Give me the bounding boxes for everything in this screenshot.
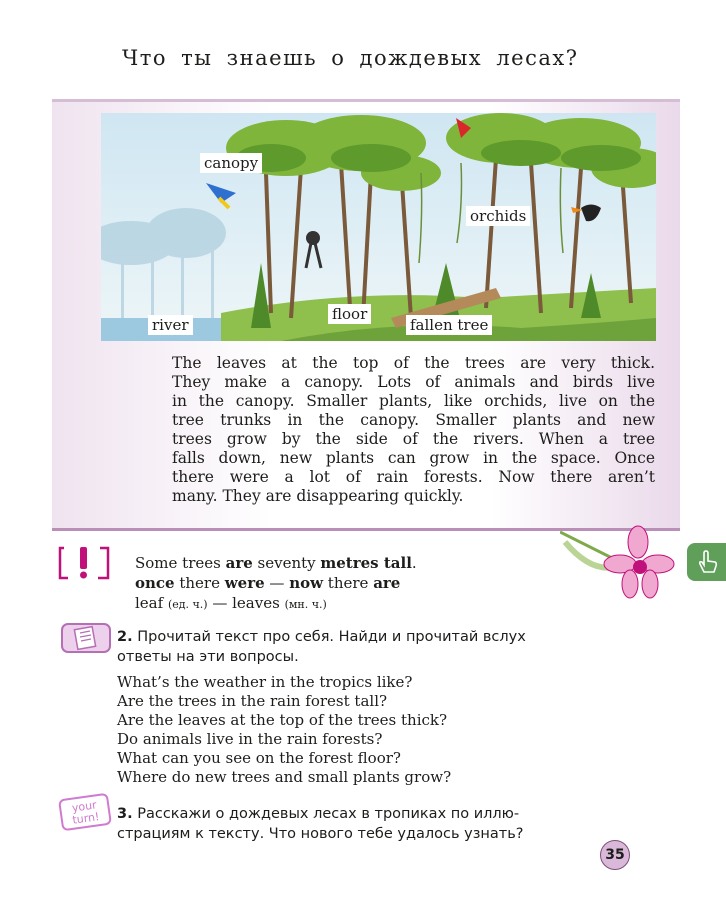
grammar-note: (мн. ч.) — [284, 598, 327, 611]
passage-line: trees grow by the side of the rivers. When a tree — [172, 430, 655, 448]
your-turn-badge — [58, 793, 112, 832]
passage-line: in the canopy. Smaller plants, like orchids, live on the — [172, 392, 655, 410]
task-3-line-2: страциям к тексту. Что нового тебе удалось узнать? — [117, 826, 524, 842]
grammar-text: — — [264, 574, 290, 592]
grammar-line-3 — [135, 593, 417, 615]
question-item: What’s the weather in the tropics like? — [117, 673, 413, 691]
grammar-bold: now — [289, 574, 324, 592]
grammar-line-1 — [135, 553, 417, 573]
task-2 — [117, 627, 526, 667]
hand-icon — [696, 550, 718, 574]
grammar-bold: once — [135, 574, 175, 592]
question-item: What can you see on the forest floor? — [117, 749, 401, 767]
label-orchids: orchids — [466, 206, 530, 226]
question-item: Are the leaves at the top of the trees thick? — [117, 711, 448, 729]
question-item: Are the trees in the rain forest tall? — [117, 692, 388, 710]
passage-line: tree trunks in the canopy. Smaller plants and new — [172, 411, 655, 429]
task-text: Расскажи о дождевых лесах в тропиках по иллю- — [137, 806, 520, 822]
task-3 — [117, 804, 523, 844]
your-turn-text: turn! — [71, 810, 101, 827]
passage-line: falls down, new plants can grow in the space. Once — [172, 449, 655, 467]
passage-line: They make a canopy. Lots of animals and birds live — [172, 373, 655, 391]
grammar-bold: are — [373, 574, 401, 592]
grammar-note: (ед. ч.) — [167, 598, 208, 611]
grammar-text: seventy — [252, 554, 321, 572]
question-item: Do animals live in the rain forests? — [117, 730, 383, 748]
page-number: 35 — [600, 840, 630, 870]
label-river: river — [148, 315, 193, 335]
orchid-icon — [560, 522, 680, 606]
question-list — [117, 673, 451, 787]
grammar-text: there — [323, 574, 374, 592]
task-2-line-2: ответы на эти вопросы. — [117, 649, 299, 665]
rainforest-illustration — [101, 113, 656, 341]
grammar-text: — leaves — [207, 594, 285, 612]
task-number: 2. — [117, 629, 133, 645]
passage-line: there were a lot of rain forests. Now there aren’t — [172, 468, 655, 486]
exclamation-icon — [58, 546, 110, 584]
rainforest-picture — [101, 113, 656, 341]
label-floor: floor — [328, 304, 371, 324]
grammar-box — [135, 553, 417, 615]
passage-line: many. They are disappearing quickly. — [172, 487, 464, 505]
page-title: Что ты знаешь о дождевых лесах? — [122, 46, 579, 70]
task-2-line-1 — [117, 627, 526, 647]
your-turn-text: your — [71, 798, 98, 815]
notebook-icon — [60, 622, 112, 658]
grammar-bold: are — [225, 554, 253, 572]
grammar-text: there — [174, 574, 225, 592]
grammar-text: leaf — [135, 594, 168, 612]
grammar-text: Some trees — [135, 554, 226, 572]
label-fallen-tree: fallen tree — [406, 315, 492, 335]
grammar-bold: metres tall — [320, 554, 412, 572]
task-3-line-1 — [117, 804, 523, 824]
task-text: Прочитай текст про себя. Найди и прочитай вслух — [137, 629, 526, 645]
grammar-text: . — [411, 554, 417, 572]
hand-icon-tab[interactable] — [687, 543, 726, 581]
reading-passage — [172, 354, 655, 506]
passage-line: The leaves at the top of the trees are very thick. — [172, 354, 655, 372]
task-number: 3. — [117, 806, 133, 822]
grammar-bold: were — [224, 574, 265, 592]
question-item: Where do new trees and small plants grow? — [117, 768, 452, 786]
grammar-line-2 — [135, 573, 417, 593]
label-canopy: canopy — [200, 153, 262, 173]
